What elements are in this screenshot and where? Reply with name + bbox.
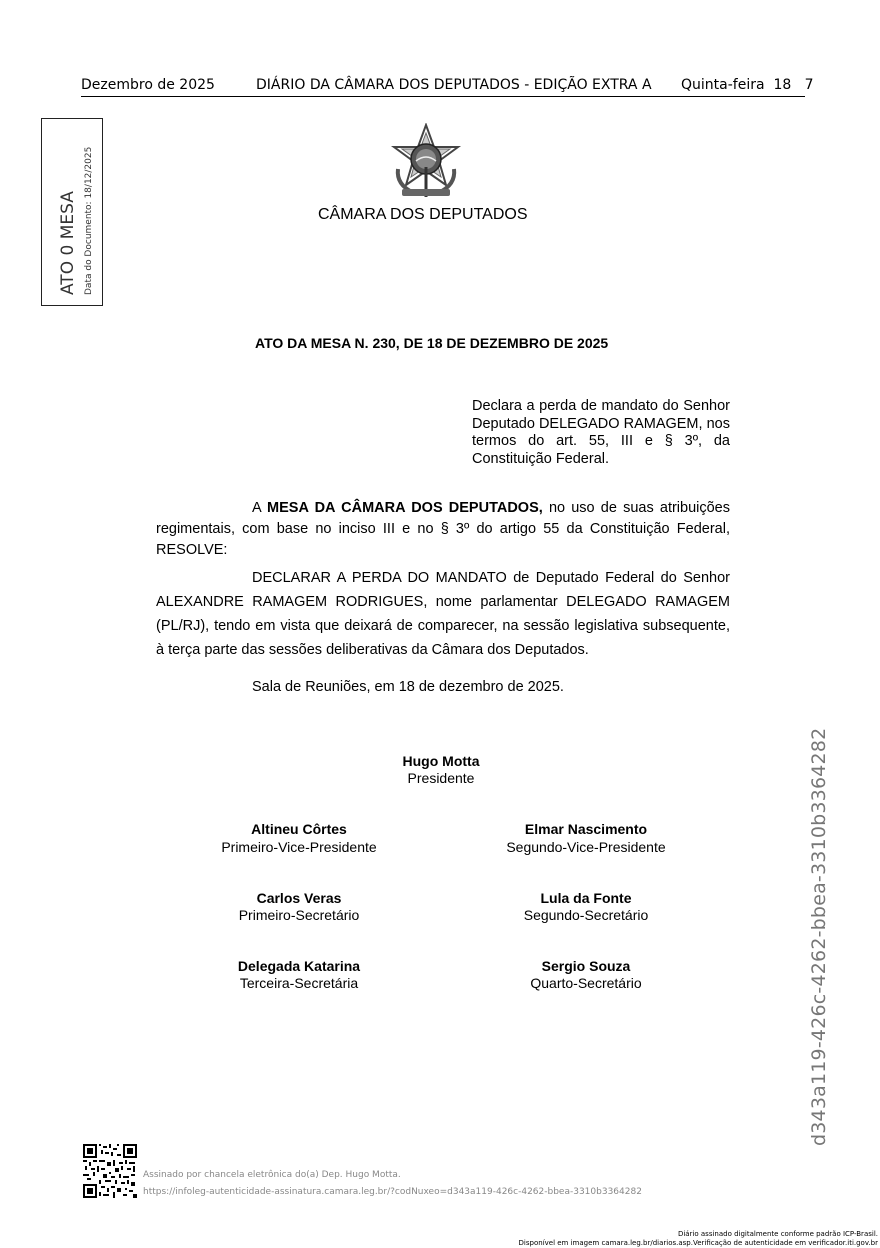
- coat-of-arms-icon: [386, 123, 466, 201]
- footer-icp-note: Diário assinado digitalmente conforme padrão ICP-Brasil.: [677, 1230, 878, 1238]
- qr-code-icon[interactable]: [83, 1144, 137, 1198]
- signatory-role: Presidente: [407, 770, 475, 786]
- signatory-role: Primeiro-Secretário: [238, 907, 360, 923]
- paragraph-decision: DECLARAR A PERDA DO MANDATO de Deputado Federal do Senhor ALEXANDRE RAMAGEM RODRIGUES, nome parlamentar DELEGADO RAMAGEM (PL/RJ), tendo em vista que deixará de comparecer, na sessão legislativa subsequente, à terça parte das sessões deliberativas da Câmara dos Deputados.: [156, 570, 730, 658]
- signatory-name: Altineu Côrtes: [251, 821, 347, 837]
- header-journal: DIÁRIO DA CÂMARA DOS DEPUTADOS - EDIÇÃO EXTRA A: [256, 77, 652, 93]
- signatory-name: Lula da Fonte: [540, 890, 632, 906]
- para1-rest: no uso de suas atribuições regimentais, com base no inciso III e no § 3º do artigo 55 da Constituição Federal, RESOLVE:: [156, 500, 730, 558]
- stamp-date: Data do Documento: 18/12/2025: [84, 146, 94, 295]
- paragraph-resolve: [156, 498, 730, 561]
- signatory-role: Segundo-Vice-Presidente: [506, 839, 666, 855]
- document-stamp: [41, 118, 103, 306]
- signatory-name: Elmar Nascimento: [524, 821, 648, 837]
- footer-available-note: Disponível em imagem camara.leg.br/diarios.asp.Verificação de autenticidade em verificador.iti.gov.br: [518, 1239, 878, 1247]
- signatory-role: Primeiro-Vice-Presidente: [221, 839, 377, 855]
- document-hash-code: d343a119-426c-4262-bbea-3310b3364282: [808, 727, 830, 1146]
- header-divider: [81, 96, 805, 97]
- place-date: Sala de Reuniões, em 18 de dezembro de 2025.: [252, 679, 564, 695]
- signatory-role: Quarto-Secretário: [530, 975, 642, 991]
- signatory-name: Sergio Souza: [541, 958, 631, 974]
- header-date: Dezembro de 2025: [81, 77, 215, 93]
- para1-bold: MESA DA CÂMARA DOS DEPUTADOS,: [267, 500, 543, 516]
- signatory-role: Segundo-Secretário: [523, 907, 649, 923]
- signatory-role: Terceira-Secretária: [239, 975, 359, 991]
- signatory-name: Delegada Katarina: [237, 958, 361, 974]
- stamp-title: ATO 0 MESA: [58, 191, 78, 295]
- institution-name: CÂMARA DOS DEPUTADOS: [318, 206, 528, 223]
- ementa: Declara a perda de mandato do Senhor Deputado DELEGADO RAMAGEM, nos termos do art. 55, III e § 3º, da Constituição Federal.: [472, 398, 730, 467]
- footer-signed-by: Assinado por chancela eletrônica do(a) Dep. Hugo Motta.: [143, 1170, 401, 1180]
- header-day-page: Quinta-feira 18 7: [681, 77, 814, 93]
- act-title: ATO DA MESA N. 230, DE 18 DE DEZEMBRO DE 2025: [255, 335, 609, 351]
- para1-lead: A: [252, 500, 268, 516]
- signatory-name: Hugo Motta: [402, 753, 480, 769]
- signatory-name: Carlos Veras: [256, 890, 342, 906]
- footer-verify-link[interactable]: https://infoleg-autenticidade-assinatura.camara.leg.br/?codNuxeo=d343a119-426c-4262-bbea-3310b3364282: [143, 1187, 642, 1197]
